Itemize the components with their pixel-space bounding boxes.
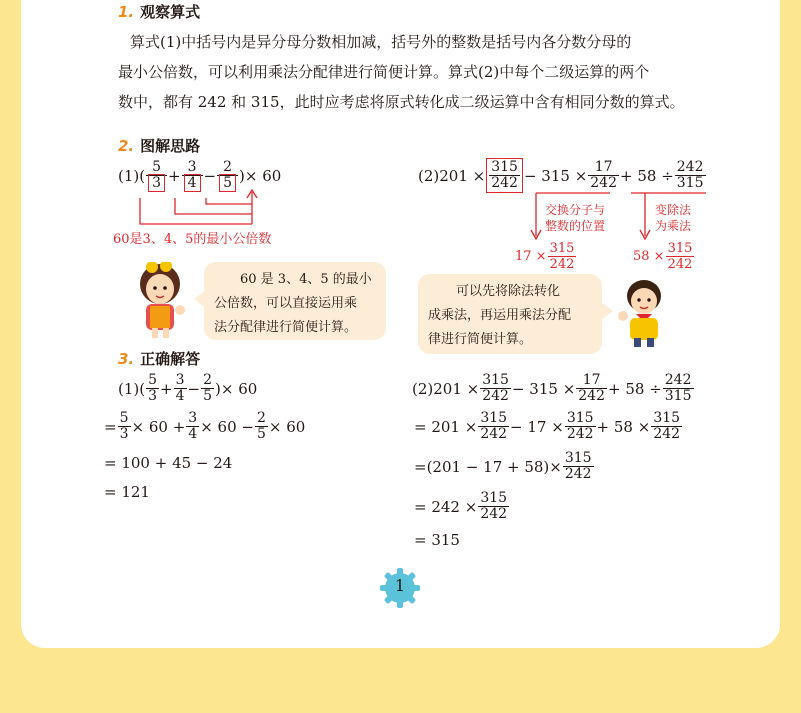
numerator: 315 bbox=[491, 159, 518, 175]
expr-text: − 315 × bbox=[523, 166, 588, 185]
boxed-denominator: 3 bbox=[148, 174, 165, 192]
expr-text: = 201 × bbox=[414, 417, 478, 436]
solution1-line-3: = 100 + 45 − 24 bbox=[104, 454, 233, 472]
div-to-mul-note bbox=[655, 202, 691, 234]
bubble-line: 成乘法，再运用乘法分配 bbox=[428, 308, 572, 323]
solution1-line-4: = 121 bbox=[104, 483, 150, 501]
fraction bbox=[565, 411, 596, 442]
denominator: 3 bbox=[119, 426, 129, 442]
numerator: 17 bbox=[582, 372, 601, 388]
operator: + bbox=[160, 379, 173, 398]
solution1-line-2 bbox=[104, 411, 305, 442]
numerator: 315 bbox=[566, 410, 594, 426]
denominator: 315 bbox=[676, 175, 704, 191]
fraction bbox=[478, 491, 509, 522]
numerator: 315 bbox=[482, 372, 509, 388]
lcm-note: 60是3、4、5的最小公倍数 bbox=[113, 232, 272, 247]
denominator: 242 bbox=[653, 426, 681, 442]
denominator: 242 bbox=[566, 426, 594, 442]
solution2-line-4 bbox=[414, 491, 510, 522]
page-number: 1 bbox=[394, 576, 406, 595]
numerator: 2 bbox=[256, 410, 266, 426]
operator: − bbox=[187, 379, 201, 398]
solution2-line-3 bbox=[414, 451, 595, 482]
numerator: 242 bbox=[664, 372, 692, 388]
numerator: 315 bbox=[667, 241, 693, 256]
denominator: 4 bbox=[175, 388, 185, 404]
numerator: 315 bbox=[480, 410, 508, 426]
note-line: 整数的位置 bbox=[545, 219, 606, 233]
section-heading-solution bbox=[118, 348, 200, 369]
expr-text: = 242 × bbox=[414, 497, 478, 516]
expr-text: (1)( bbox=[118, 166, 146, 185]
swap-note bbox=[545, 202, 605, 234]
fraction bbox=[201, 373, 214, 404]
solution2-line-2 bbox=[414, 411, 683, 442]
div-result bbox=[633, 241, 695, 272]
fraction bbox=[651, 411, 682, 442]
expr-text: (1)( bbox=[118, 379, 146, 398]
solution1-line-1 bbox=[118, 373, 257, 404]
denominator: 315 bbox=[664, 388, 692, 404]
denominator: 242 bbox=[480, 426, 508, 442]
fraction bbox=[666, 241, 695, 272]
denominator: 242 bbox=[482, 388, 509, 404]
expr-text: × 60 bbox=[268, 417, 306, 436]
expr-text: − 315 × bbox=[511, 379, 576, 398]
section-title: 正确解答 bbox=[140, 350, 201, 368]
expr-text: (2)201 × bbox=[418, 166, 486, 185]
boy-character-icon bbox=[614, 278, 674, 348]
expr-text: 17 × bbox=[515, 249, 547, 264]
numerator: 315 bbox=[549, 241, 575, 256]
hint-bubble-2 bbox=[418, 274, 602, 354]
expr-text: + 58 ÷ bbox=[608, 379, 662, 398]
fraction bbox=[255, 411, 268, 442]
numerator: 242 bbox=[676, 159, 704, 175]
bubble-line: 律进行简便计算。 bbox=[428, 332, 533, 347]
expr-text: × 60 − bbox=[200, 417, 254, 436]
expr-text: − 17 × bbox=[510, 417, 564, 436]
bubble-line: 可以先将除法转化 bbox=[456, 284, 561, 299]
expr-text: 58 × bbox=[633, 249, 665, 264]
denominator: 3 bbox=[148, 388, 158, 404]
section-title: 图解思路 bbox=[140, 137, 201, 155]
fraction bbox=[118, 411, 131, 442]
section-number: 2. bbox=[118, 137, 135, 155]
fraction bbox=[480, 373, 511, 404]
numerator: 315 bbox=[480, 490, 508, 506]
expr-text: )× 60 bbox=[239, 166, 282, 185]
fraction bbox=[663, 373, 694, 404]
fraction bbox=[548, 241, 577, 272]
note-line: 交换分子与 bbox=[545, 203, 606, 217]
denominator: 242 bbox=[667, 257, 693, 272]
observe-line-3: 数中，都有 242 和 315，此时应考虑将原式转化成二级运算中含有相同分数的算式。 bbox=[118, 93, 685, 111]
solution2-line-5: = 315 bbox=[414, 531, 460, 549]
expr-text: (2)201 × bbox=[412, 379, 480, 398]
section-number: 3. bbox=[118, 350, 135, 368]
section-title: 观察算式 bbox=[140, 3, 201, 21]
numerator: 5 bbox=[152, 159, 162, 175]
numerator: 3 bbox=[187, 159, 197, 175]
fraction bbox=[146, 373, 159, 404]
operator: = bbox=[104, 417, 117, 436]
numerator: 315 bbox=[564, 450, 592, 466]
denominator: 242 bbox=[564, 466, 592, 482]
numerator: 3 bbox=[188, 410, 198, 426]
operator: − bbox=[203, 166, 217, 185]
denominator: 5 bbox=[256, 426, 266, 442]
denominator: 242 bbox=[578, 388, 605, 404]
fraction bbox=[186, 411, 199, 442]
numerator: 5 bbox=[148, 372, 158, 388]
numerator: 2 bbox=[203, 372, 213, 388]
expr-text: )× 60 bbox=[215, 379, 258, 398]
operator: + bbox=[168, 166, 181, 185]
swap-result bbox=[515, 241, 577, 272]
note-line: 变除法 bbox=[655, 203, 692, 217]
expr-text: + 58 × bbox=[596, 417, 651, 436]
boxed-denominator: 4 bbox=[184, 174, 201, 192]
expr-text: × 60 + bbox=[131, 417, 186, 436]
numerator: 3 bbox=[175, 372, 185, 388]
fraction bbox=[563, 451, 594, 482]
denominator: 5 bbox=[203, 388, 213, 404]
denominator: 242 bbox=[480, 506, 508, 522]
solution2-line-1 bbox=[412, 373, 695, 404]
fraction bbox=[576, 373, 607, 404]
bubble-pointer-icon bbox=[601, 302, 613, 320]
denominator: 242 bbox=[549, 257, 575, 272]
expr-text: + 58 ÷ bbox=[620, 166, 674, 185]
note-line: 为乘法 bbox=[655, 219, 692, 233]
observe-line-1: 算式(1)中括号内是异分母分数相加减，括号外的整数是括号内各分数分母的 bbox=[130, 33, 632, 51]
denominator: 242 bbox=[491, 175, 518, 191]
fraction bbox=[174, 373, 187, 404]
numerator: 5 bbox=[119, 410, 129, 426]
bubble-line: 公倍数，可以直接运用乘 bbox=[214, 296, 358, 311]
bubble-line: 法分配律进行简便计算。 bbox=[214, 320, 358, 335]
boxed-denominator: 5 bbox=[219, 174, 236, 192]
numerator: 17 bbox=[594, 159, 613, 175]
expr-text: =(201 − 17 + 58)× bbox=[414, 457, 562, 476]
observe-line-2: 最小公倍数，可以利用乘法分配律进行简便计算。算式(2)中每个二级运算的两个 bbox=[118, 63, 650, 81]
denominator: 4 bbox=[188, 426, 198, 442]
section-number: 1. bbox=[118, 3, 135, 21]
numerator: 2 bbox=[223, 159, 233, 175]
fraction bbox=[478, 411, 509, 442]
denominator: 242 bbox=[590, 175, 617, 191]
numerator: 315 bbox=[653, 410, 681, 426]
bubble-line: 60 是 3、4、5 的最小 bbox=[240, 272, 372, 287]
